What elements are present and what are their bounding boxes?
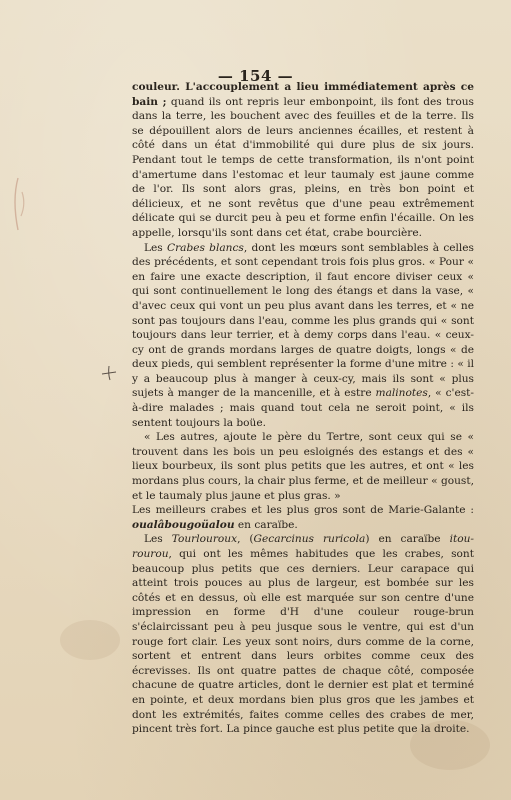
text-segment: , dont les mœurs sont semblables à celles des précédents, et sont cependant trois fois plus gros. « Pour « en faire une exacte description, il faut encore diviser ceux « qui sont continuellement le long des étangs et dans la vase, « d'avec ceux qui vont un peu plus avant dans les terres, et « ne sont pas toujours dans l'eau, comme les plus grands qui « sont toujours dans leur terrier, et à demy corps dans l'eau. « ceux-cy ont de grands mordans larges de quatre doigts, longs « de deux pieds, qui semblent représenter la forme d'une mitre : « il y a beaucoup plus à manger à ceux-cy, mais ils sont « plus sujets à manger de la mancenille, et à estre: [132, 241, 474, 400]
paragraph: [132, 80, 474, 241]
text-segment: quand ils ont repris leur embonpoint, ils font des trous dans la terre, les bouchent avec des feuilles et de la terre. Ils se dépouillent alors de leurs anciennes écailles, et restent à côté dans un état d'immobilité qui dure plus de six jours. Pendant tout le temps de cette transformation, ils n'ont point d'amertume dans l'estomac et leur taumaly est jaune comme de l'or. Ils sont alors gras, pleins, en très bon point et délicieux, et ne sont revêtus que d'une peau extrêmement délicate qui se durcit peu à peu et forme enfin l'écaille. On les appelle, lorsqu'ils sont dans cet état, crabe bourcière.: [132, 95, 474, 239]
text-segment: , qui ont les mêmes habitudes que les crabes, sont beaucoup plus petits que ces derniers. Leur carapace qui atteint trois pouces au plus de largeur, est bombée sur les côtés et en dessus, où elle est marquée sur son centre d'une impression en forme d'H d'une couleur rouge-brun s'éclaircissant peu à peu jusque sous le ventre, qui est d'un rouge fort clair. Les yeux sont noirs, durs comme de la corne, sortent et entrent dans leurs orbites comme ceux des écrevisses. Ils ont quatre pattes de chaque côté, composée chacune de quatre articles, dont le dernier est plat et terminé en pointe, et deux mordans bien plus gros que les jambes et dont les extrémités, faites comme celles des crabes de mer, pincent très fort. La pince gauche est plus petite que la droite.: [132, 548, 474, 736]
text-segment: Les: [144, 533, 172, 546]
text-segment: Crabes blancs: [166, 241, 244, 254]
text-segment: Les: [144, 241, 167, 254]
text-segment: , « c'est-à-dire malades ; mais quand tout cela ne seroit point, « ils sentent toujours la boüe.: [132, 387, 474, 429]
text-segment: « Les autres, ajoute le père du Tertre, sont ceux qui se « trouvent dans les bois un peu esloignés des estangs et des « lieux bourbeux, ils sont plus petits que les autres, et ont « les mordans plus cours, la chair plus ferme, et de meilleur « goust, et le taumaly plus jaune et plus gras. »: [132, 431, 474, 502]
text-segment: malinotes: [375, 387, 428, 400]
text-segment: oualâbougoüalou: [132, 518, 235, 531]
text-segment: Gecarcinus ruricola: [253, 533, 366, 546]
paragraph: [132, 503, 474, 532]
margin-cross-mark: [98, 362, 120, 384]
body-text: [132, 80, 474, 737]
text-segment: , (: [237, 533, 254, 546]
text-segment: itou-rourou: [132, 533, 474, 560]
text-segment: couleur. L'accouplement a lieu immédiatement après ce bain ;: [132, 81, 474, 108]
paragraph: [132, 430, 474, 503]
paper-stain: [60, 620, 120, 660]
margin-pencil-mark: [8, 170, 48, 240]
page-number: — 154 —: [217, 67, 294, 85]
text-segment: ) en caraïbe: [365, 533, 450, 546]
text-segment: en caraïbe.: [234, 518, 298, 531]
paragraph: [132, 241, 474, 431]
text-segment: Tourlouroux: [171, 533, 238, 546]
text-segment: Les meilleurs crabes et les plus gros sont de Marie-Galante :: [132, 504, 474, 517]
paragraph: [132, 532, 474, 736]
